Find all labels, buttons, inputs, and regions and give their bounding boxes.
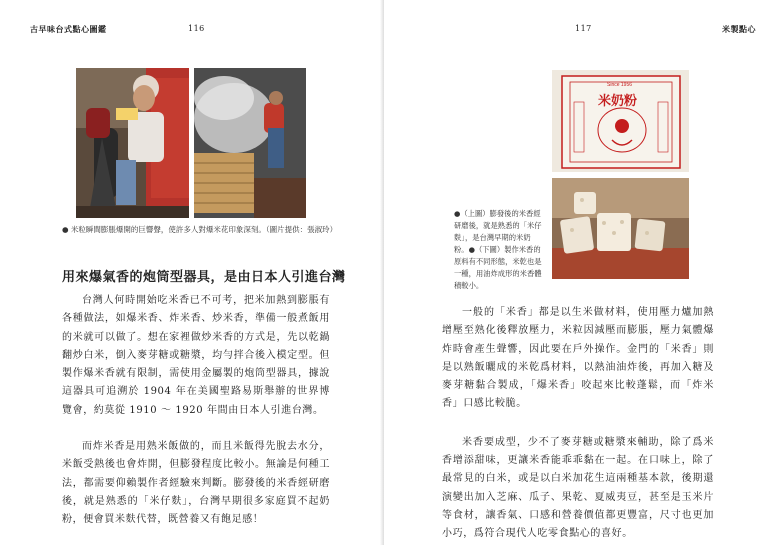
left-body-text bbox=[62, 292, 330, 530]
left-header-title: 古早味台式點心圖鑑 bbox=[30, 24, 107, 34]
right-page-number: 117 bbox=[575, 24, 592, 33]
photo-rice-milk-powder-package bbox=[552, 70, 689, 172]
right-header-title: 米製點心 bbox=[722, 24, 756, 34]
left-paragraph-1: 台灣人何時開始吃米香已不可考，把米加熱到膨脹有各種做法，如爆米香、炸米香、炒米香，準備一般煮飯用的米就可以做了。想在家裡做炒米香的方式是，先以乾鍋翻炒白米，倒入麥芽糖或糖漿，均勻拌合後入模定型。但製作爆米香就有限制，需使用金屬製的炮筒型器具，據說這器具可追溯於 1904 年在美國聖路易斯舉辦的世界博覽會，約莫從 1910 ～ 1920 年間由日本人引進台灣。 bbox=[62, 295, 330, 416]
left-page-number: 116 bbox=[188, 24, 205, 33]
right-page bbox=[384, 0, 768, 545]
right-paragraph-1: 一般的「米香」都是以生米做材料，使用壓力爐加熱增壓至熟化後釋放壓力，米粒因減壓而膨脹，壓力氣體爆炸時會產生聲響，因此要在戶外操作。金門的「米香」則是以熟飯曬成的米乾爲材料，以熱油油炸後，再加入糖及麥芽糖黏合製成，「爆米香」咬起來比較蓬鬆，而「炸米香」口感比較脆。 bbox=[442, 307, 714, 410]
left-photo-caption: ● 米粒瞬間膨脹爆開的巨響聲，使許多人對爆米花印象深刻。（圖片提供：張淑玲） bbox=[62, 225, 338, 234]
section-title: 用來爆氣香的炮筒型器具，是由日本人引進台灣 bbox=[62, 270, 346, 285]
right-paragraph-2: 米香要成型，少不了麥芽糖或糖漿來輔助，除了爲米香增添甜味，更讓米香能乖乖黏在一起。在口味上，除了最常見的白米，或是以白米加花生這兩種基本款，後期還演變出加入芝麻、瓜子、果乾、夏威夷豆，甚至是玉米片等食材，讓香氣、口感和營養價值都更豐富，尺寸也更加小巧，爲符合現代人吃零食點心的喜好。 bbox=[442, 436, 714, 540]
photo-rice-cracker-pieces bbox=[552, 178, 689, 279]
package-since-text: Since 1956 bbox=[607, 82, 633, 88]
right-body-text bbox=[442, 304, 714, 544]
photo-rice-popper-man bbox=[76, 68, 189, 218]
package-brand-text: 米奶粉 bbox=[598, 94, 638, 109]
left-paragraph-2: 而炸米香是用熟米飯做的，而且米飯得先脫去水分，米飯受熱後也會炸開，但膨發程度比較小。無論是何種工法，都需要仰賴製作者經驗來判斷。膨發後的米香經研磨後，就是熟悉的「米仔麩」，台灣早期很多家庭買不起奶粉，便會買米麩代替，既營養又有飽足感！ bbox=[62, 441, 330, 526]
photo-rice-cracker-stacks bbox=[194, 68, 306, 218]
right-photo-caption: ●（上圖）膨發後的米香經研磨後，就是熟悉的「米仔麩」，是台灣早期的米奶粉。●（下圖）製作米香的原料有不同形態，米乾也是一種，用油炸成形的米香體積較小。 bbox=[454, 209, 542, 290]
